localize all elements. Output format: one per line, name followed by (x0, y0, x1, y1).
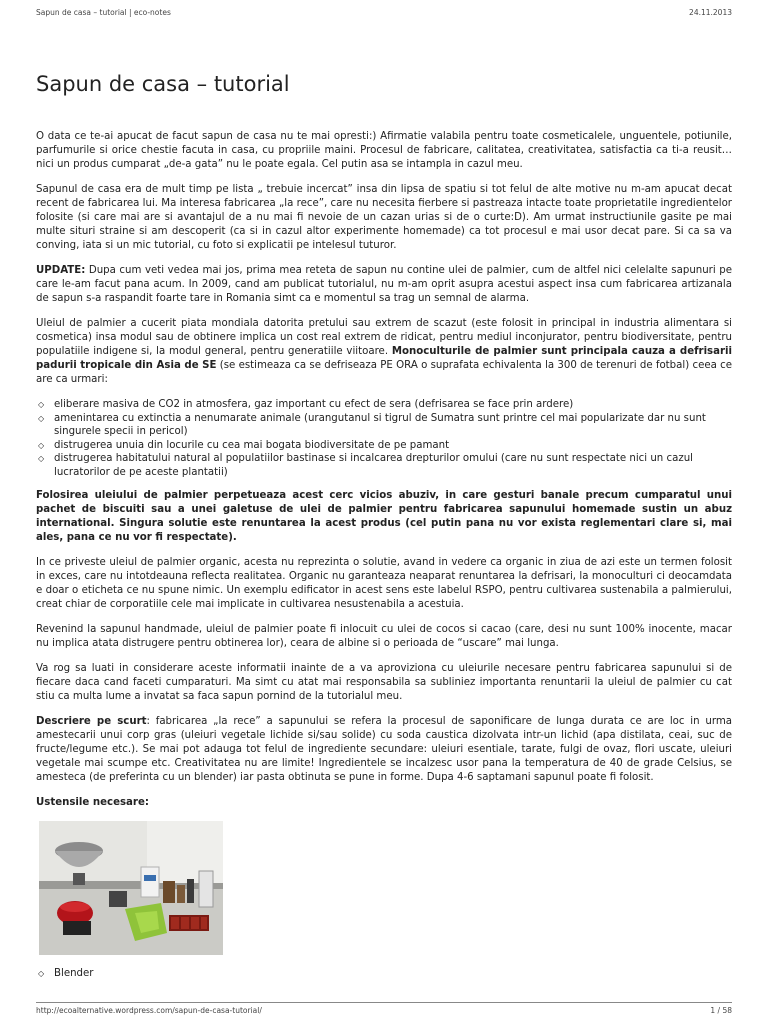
update-label: UPDATE: (36, 265, 86, 276)
header-title: Sapun de casa – tutorial | eco-notes (36, 8, 171, 17)
description-text: : fabricarea „la rece” a sapunului se refera la procesul de saponificare de lunga durata ce are loc in urma amestecarii unui corp gras (uleiuri vegetale lichide si/sau solide) cu soda caustica dizolvata intr-un lichid (apa distilata, ceai, suc de fructe/legume etc.). Se mai pot adauga tot felul de ingrediente secundare: uleiuri esentiale, tarate, fulgi de ovaz, flori uscate, uleiuri vegetale mai scumpe etc. Creativitatea nu are limite! Ingredientele se incalzesc usor pana la temperatura de 40 de grade Celsius, se amesteca (de preferinta cu un blender) iar pasta obtinuta se pune in forme. Dupa 4-6 saptamani sapunul poate fi folosit. (36, 716, 732, 783)
bold-warning-text: Folosirea uleiului de palmier perpetueaza acest cerc vicios abuziv, in care gesturi banale precum cumparatul unui pachet de biscuiti sau a unei galetuse de ulei de palmier pentru fabricarea sapunului homemade sustin un abuz international. Singura solutie este renuntarea la acest produs (cel putin pana nu vor exista reglementari clare si, mai ales, pana ce nu vor fi respectate). (36, 490, 732, 543)
header-date: 24.11.2013 (689, 8, 732, 17)
tools-heading (36, 796, 732, 810)
update-paragraph (36, 264, 732, 306)
tools-photo (39, 821, 223, 955)
list-item: ◇ distrugerea habitatului natural al populatiilor bastinase si incalcarea drepturilor omului (care nu sunt respectate nici un cazul lucratorilor de pe aceste plantatii) (54, 452, 732, 479)
consequences-list (36, 398, 732, 479)
palm-text-2: (se estimeaza ca se defriseaza PE ORA o suprafata echivalenta la 300 de terenuri de fotbal) ceea ce are ca urmari: (36, 360, 732, 385)
palm-oil-paragraph (36, 317, 732, 387)
organic-paragraph: In ce priveste uleiul de palmier organic, acesta nu reprezinta o solutie, avand in vedere ca organic in ziua de azi este un termen folosit in exces, care nu intotdeauna reflecta realitatea. Organic nu garanteaza neaparat renuntarea la defrisari, la monoculturi ci deocamdata e doar o eticheta ce nu spune nimic. Un exemplu edificator in acest sens este labelul RSPO, pentru cultivarea sustenabila a palmierului, creat chiar de corporatiile cele mai implicate in cultivarea nesustenabila a acestuia. (36, 557, 732, 610)
page-number: 1 / 58 (710, 1006, 732, 1015)
tools-heading-text: Ustensile necesare: (36, 797, 149, 808)
page-footer (36, 1002, 732, 1016)
footer-url: http://ecoalternative.wordpress.com/sapun-de-casa-tutorial/ (36, 1006, 262, 1015)
list-item: ◇ eliberare masiva de CO2 in atmosfera, gaz important cu efect de sera (defrisarea se face prin ardere) (54, 398, 732, 412)
tools-list (36, 967, 732, 981)
article (36, 72, 732, 991)
description-label: Descriere pe scurt (36, 716, 147, 727)
palm-text-1: Uleiul de palmier a cucerit piata mondiala datorita pretului sau extrem de scazut (este folosit in principal in industria alimentara si cosmetica) insa modul sau de obtinere implica un cost real extrem de ridicat, pentru mediul inconjurator, pentru biodiversitate, pentru populatiile indigene si, la modul general, pentru generatiile viitoare. (36, 318, 732, 357)
intro-paragraph: O data ce te-ai apucat de facut sapun de casa nu te mai opresti:) Afirmatie valabila pentru toate cosmeticalele, unguentele, potiunile, parfumurile si orice chestie facuta in casa, cu propriile maini. Procesul de fabricare, calitatea, creativitatea, satisfactia ca ti-a reusit… nici un produs cumparat „de-a gata” nu le poate egala. Cel putin asa se intampla in cazul meu. (36, 131, 732, 170)
list-item: ◇ amenintarea cu extinctia a nenumarate animale (urangutanul si tigrul de Sumatra sunt printre cel mai popularizate dar nu sunt singurele specii in pericol) (54, 412, 732, 439)
handmade-paragraph: Revenind la sapunul handmade, uleiul de palmier poate fi inlocuit cu ulei de cocos si cacao (care, desi nu sunt 100% inocente, macar nu implica atata distrugere pentru obtinerea lor), ceara de albine si o perioada de “uscare” mai lunga. (36, 624, 732, 649)
list-item: ◇ distrugerea unuia din locurile cu cea mai bogata biodiversitate de pe pamant (54, 439, 732, 453)
update-text: Dupa cum veti vedea mai jos, prima mea reteta de sapun nu contine ulei de palmier, cum de altfel nici celelalte sapunuri pe care le-am facut pana acum. In 2009, cand am publicat tutorialul, nu m-am oprit asupra acestui aspect insa cum fabricarea artizanala de sapun s-a raspandit foarte tare in Romania simt ca e momentul sa trag un semnal de alarma. (36, 265, 732, 304)
background-paragraph: Sapunul de casa era de mult timp pe lista „ trebuie incercat” insa din lipsa de spatiu si tot felul de alte motive nu m-am apucat decat recent de fabricarea lui. Ma interesa fabricarea „la rece”, care nu necesita fierbere si pastreaza intacte toate proprietatile ingredientelor folosite (si care mai are si avantajul de a nu mai fi nevoie de un cazan urias si de o curte:D). Am urmat instructiunile gasite pe mai multe situri straine si am descoperit (ca si in cazul altor experimente homemade) ca tot procesul e mai usor decat pare. Si ca sa va conving, iata si un mic tutorial, cu foto si explicatii pe intelesul tuturor. (36, 184, 732, 251)
consider-paragraph: Va rog sa luati in considerare aceste informatii inainte de a va aproviziona cu uleiurile necesare pentru fabricarea sapunului si de fiecare daca cand faceti cumparaturi. Ma simt cu atat mai responsabila sa subliniez importanta renuntarii la uleiul de palmier cu cat stiu ca multa lume a invatat sa faca sapun pornind de la tutorialul meu. (36, 663, 732, 702)
list-item: ◇ Blender (54, 967, 732, 981)
palm-bold: Monoculturile de palmier sunt principala cauza a defrisarii padurii tropicale din Asia de SE (36, 346, 733, 371)
page-title: Sapun de casa – tutorial (36, 72, 290, 96)
bold-warning-paragraph (36, 489, 732, 545)
kitchen-tools-image (39, 821, 223, 955)
page-header (36, 8, 732, 18)
description-paragraph (36, 715, 732, 785)
